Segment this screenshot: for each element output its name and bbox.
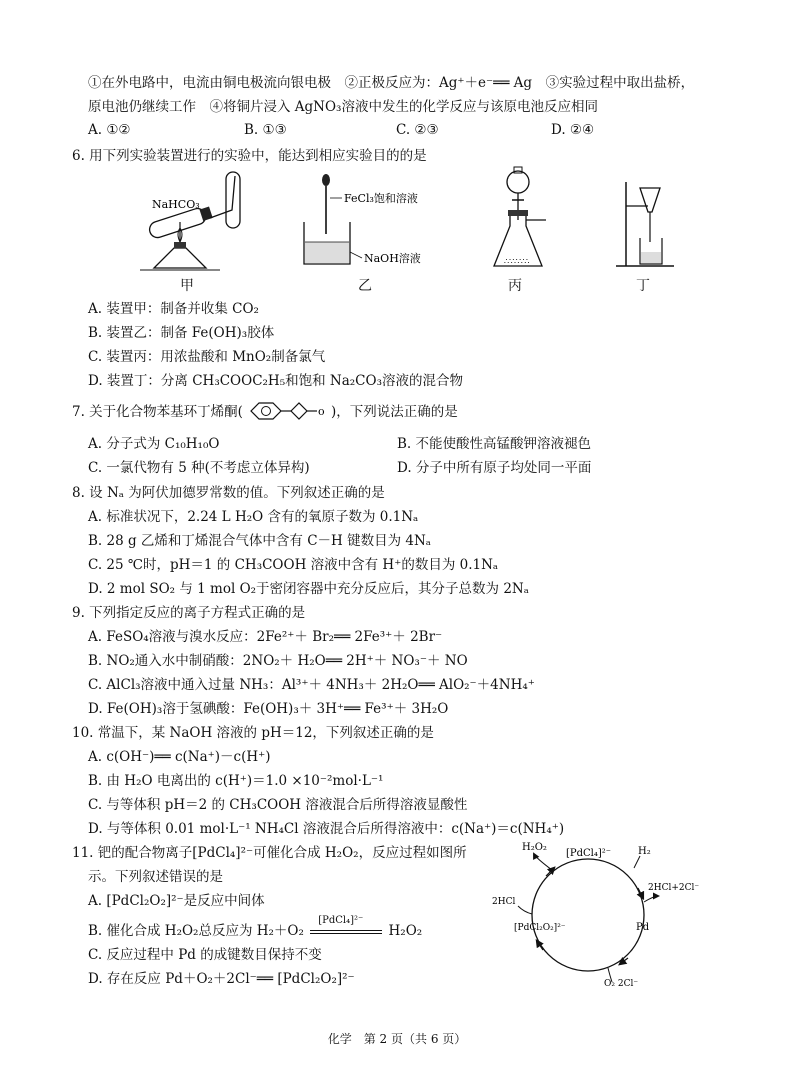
caption-bing: 丙 <box>508 278 522 294</box>
cycle-pdcl2o2-label: [PdCl₂O₂]²⁻ <box>514 923 566 933</box>
q11-option-c: C. 反应过程中 Pd 的成键数目保持不变 <box>88 947 322 963</box>
apparatus-yi-figure <box>290 172 430 272</box>
q7-option-b: B. 不能使酸性高锰酸钾溶液褪色 <box>397 436 592 452</box>
q9-stem: 9. 下列指定反应的离子方程式正确的是 <box>72 605 306 621</box>
cycle-right-label: 2HCl+2Cl⁻ <box>648 883 700 893</box>
q5-option-d: D. ②④ <box>551 122 595 138</box>
q11-option-b <box>88 915 423 940</box>
q8-stem: 8. 设 Nₐ 为阿伏加德罗常数的值。下列叙述正确的是 <box>72 485 385 501</box>
q5-option-a: A. ①② <box>88 122 131 138</box>
q6-option-b: B. 装置乙：制备 Fe(OH)₃胶体 <box>88 325 275 341</box>
q10-stem: 10. 常温下，某 NaOH 溶液的 pH＝12，下列叙述正确的是 <box>72 725 434 741</box>
q7-stem-post: )，下列说法正确的是 <box>330 404 458 420</box>
apparatus-jia-figure <box>140 170 270 275</box>
cycle-pdcl4-label: [PdCl₄]²⁻ <box>566 848 612 859</box>
caption-ding: 丁 <box>636 278 650 294</box>
q6-option-a: A. 装置甲：制备并收集 CO₂ <box>88 301 259 317</box>
cycle-circle <box>532 859 644 971</box>
q10-option-a: A. c(OH⁻)══ c(Na⁺)－c(H⁺) <box>88 749 271 765</box>
q10-option-b: B. 由 H₂O 电离出的 c(H⁺)＝1.0 ×10⁻²mol·L⁻¹ <box>88 773 384 789</box>
q8-option-a: A. 标准状况下，2.24 L H₂O 含有的氧原子数为 0.1Nₐ <box>88 509 419 525</box>
q5-option-b: B. ①③ <box>244 122 287 138</box>
q6-option-d: D. 装置丁：分离 CH₃COOC₂H₅和饱和 Na₂CO₃溶液的混合物 <box>88 373 463 389</box>
phenylcyclobutenone-structure <box>243 401 331 421</box>
q9-option-d: D. Fe(OH)₃溶于氢碘酸：Fe(OH)₃＋ 3H⁺══ Fe³⁺＋ 3H₂O <box>88 701 449 717</box>
q10-option-d: D. 与等体积 0.01 mol·L⁻¹ NH₄Cl 溶液混合后所得溶液中：c(Na⁺)＝c(NH₄⁺) <box>88 821 565 837</box>
svg-text:∴∵∴∵∴: ∴∵∴∵∴ <box>504 257 530 266</box>
cycle-bottom-label: O₂ 2Cl⁻ <box>604 979 639 989</box>
q9-option-a: A. FeSO₄溶液与溴水反应：2Fe²⁺＋ Br₂══ 2Fe³⁺＋ 2Br⁻ <box>88 629 443 645</box>
q6-option-c: C. 装置丙：用浓盐酸和 MnO₂制备氯气 <box>88 349 326 365</box>
cycle-pd-label: Pd <box>636 922 650 933</box>
q7-stem-pre: 7. 关于化合物苯基环丁烯酮( <box>72 404 243 420</box>
apparatus-ding-figure <box>614 178 684 272</box>
cycle-left-label: 2HCl <box>492 897 516 907</box>
fecl3-label: FeCl₃饱和溶液 <box>344 192 418 205</box>
q9-option-c: C. AlCl₃溶液中通入过量 NH₃：Al³⁺＋ 4NH₃＋ 2H₂O══ AlO₂⁻＋4NH₄⁺ <box>88 677 535 693</box>
q11-option-b-post: H₂O₂ <box>388 923 423 939</box>
svg-text:o: o <box>317 405 325 418</box>
q11-option-b-pre: B. 催化合成 H₂O₂总反应为 H₂＋O₂ <box>88 923 304 939</box>
q7-option-d: D. 分子中所有原子均处同一平面 <box>397 460 592 476</box>
cycle-h2o2-label: H₂O₂ <box>522 842 547 853</box>
catalytic-cycle-diagram <box>488 840 700 990</box>
q7-option-a: A. 分子式为 C₁₀H₁₀O <box>88 436 220 452</box>
q8-option-b: B. 28 g 乙烯和丁烯混合气体中含有 C－H 键数目为 4Nₐ <box>88 533 431 549</box>
q11-option-d: D. 存在反应 Pd＋O₂＋2Cl⁻══ [PdCl₂O₂]²⁻ <box>88 971 355 987</box>
catalyst-label: [PdCl₄]²⁻ <box>318 915 364 926</box>
q11-option-a: A. [PdCl₂O₂]²⁻是反应中间体 <box>88 893 265 909</box>
caption-yi: 乙 <box>358 278 372 294</box>
q11-stem-line2: 示。下列叙述错误的是 <box>88 869 223 885</box>
q8-option-c: C. 25 ℃时，pH＝1 的 CH₃COOH 溶液中含有 H⁺的数目为 0.1Nₐ <box>88 557 499 573</box>
q6-stem: 6. 用下列实验装置进行的实验中，能达到相应实验目的的是 <box>72 148 427 164</box>
q9-option-b: B. NO₂通入水中制硝酸：2NO₂＋ H₂O══ 2H⁺＋ NO₃⁻＋ NO <box>88 653 468 669</box>
nahco3-label: NaHCO₃ <box>152 198 200 211</box>
apparatus-bing-figure <box>488 162 558 274</box>
q11-stem-line1: 11. 钯的配合物离子[PdCl₄]²⁻可催化合成 H₂O₂，反应过程如图所 <box>72 845 467 861</box>
cycle-h2-label: H₂ <box>638 846 651 857</box>
q5-line2: 原电池仍继续工作 ④将铜片浸入 AgNO₃溶液中发生的化学反应与该原电池反应相同 <box>88 99 598 115</box>
page-footer: 化学 第 2 页（共 6 页） <box>327 1032 467 1046</box>
catalyst-arrow <box>308 915 384 940</box>
q8-option-d: D. 2 mol SO₂ 与 1 mol O₂于密闭容器中充分反应后，其分子总数为 2Nₐ <box>88 581 529 597</box>
q5-option-c: C. ②③ <box>396 122 439 138</box>
q7-option-c: C. 一氯代物有 5 种(不考虑立体异构) <box>88 460 310 476</box>
caption-jia: 甲 <box>180 278 194 294</box>
q5-line1: ①在外电路中，电流由铜电极流向银电极 ②正极反应为：Ag⁺＋e⁻══ Ag ③实验过程中取出盐桥， <box>88 75 695 91</box>
q10-option-c: C. 与等体积 pH＝2 的 CH₃COOH 溶液混合后所得溶液显酸性 <box>88 797 468 813</box>
naoh-label: NaOH溶液 <box>364 252 421 265</box>
q7-stem <box>72 401 458 421</box>
